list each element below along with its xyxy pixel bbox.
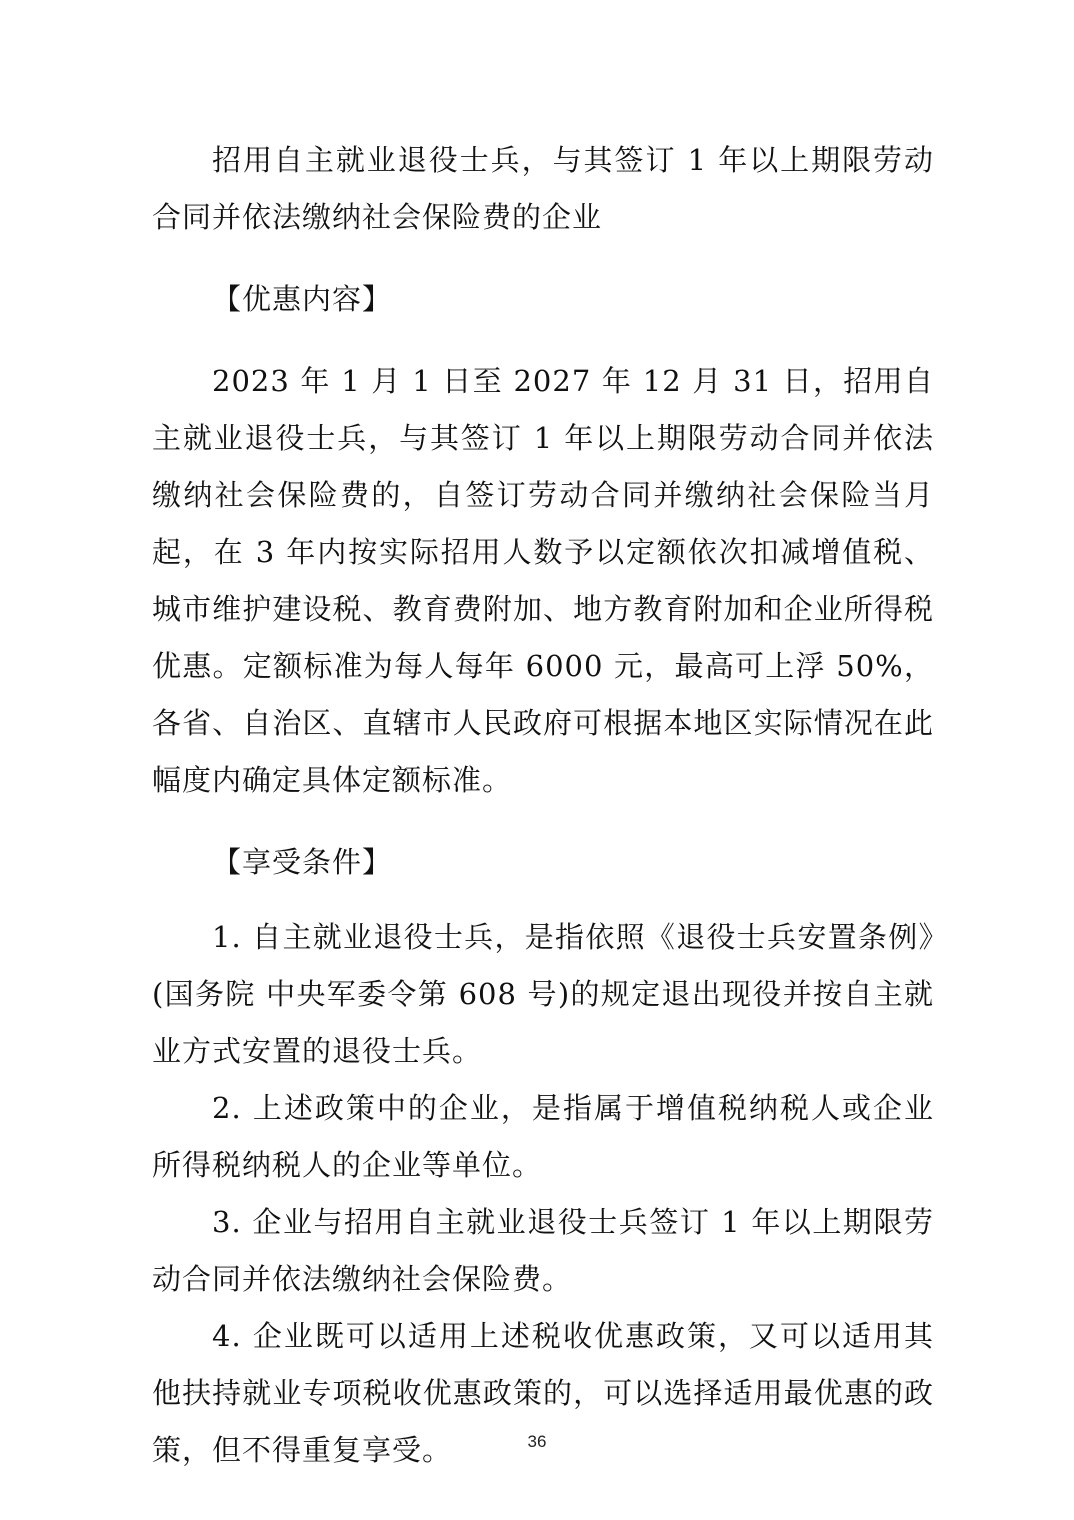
document-body: [152, 132, 934, 1479]
condition-item-2: 2. 上述政策中的企业，是指属于增值税纳税人或企业所得税纳税人的企业等单位。: [152, 1091, 934, 1182]
condition-item-1: 1. 自主就业退役士兵，是指依照《退役士兵安置条例》(国务院 中央军委令第 608 号)的规定退出现役并按自主就业方式安置的退役士兵。: [152, 920, 934, 1068]
conditions-section-heading: 【享受条件】: [212, 845, 393, 879]
page-number: 36: [527, 1432, 547, 1451]
intro-paragraph: 招用自主就业退役士兵，与其签订 1 年以上期限劳动合同并依法缴纳社会保险费的企业: [152, 143, 934, 234]
benefit-section-heading: 【优惠内容】: [212, 282, 393, 316]
condition-item-3: 3. 企业与招用自主就业退役士兵签订 1 年以上期限劳动合同并依法缴纳社会保险费。: [152, 1205, 934, 1296]
benefit-paragraph: 2023 年 1 月 1 日至 2027 年 12 月 31 日，招用自主就业退役士兵，与其签订 1 年以上期限劳动合同并依法缴纳社会保险费的，自签订劳动合同并缴纳社会保险当月起，在 3 年内按实际招用人数予以定额依次扣减增值税、城市维护建设税、教育费附加、地方教育附加和企业所得税优惠。定额标准为每人每年 6000 元，最高可上浮 50%，各省、自治区、直辖市人民政府可根据本地区实际情况在此幅度内确定具体定额标准。: [152, 364, 934, 797]
condition-item-4: 4. 企业既可以适用上述税收优惠政策，又可以适用其他扶持就业专项税收优惠政策的，可以选择适用最优惠的政策，但不得重复享受。: [152, 1319, 934, 1467]
